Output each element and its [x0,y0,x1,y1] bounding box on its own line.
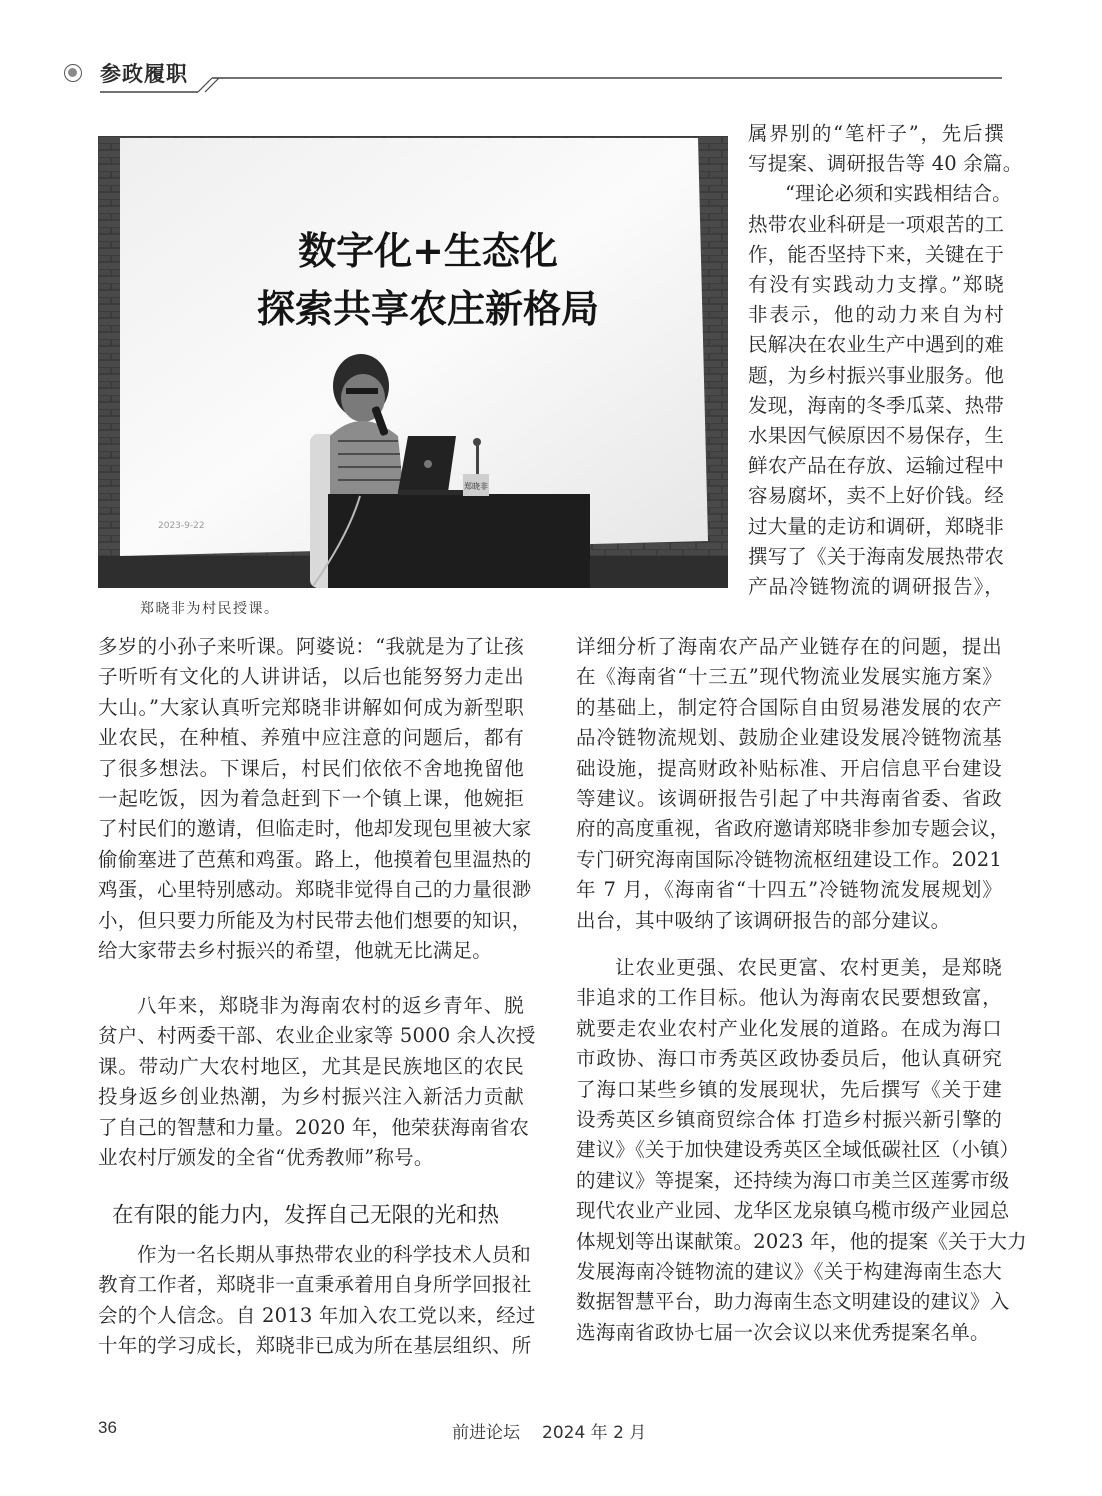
text-line: 设秀英区乡镇商贸综合体 打造乡村振兴新引擎的 [576,1108,1002,1131]
text-line: 了自己的智慧和力量。2020 年，他荣获海南省农 [98,1115,530,1139]
text-line: 撰写了《关于海南发展热带农 [748,544,1005,568]
header-rule-slash-1 [198,78,212,92]
text-line: 鸡蛋，心里特别感动。郑晓非觉得自己的力量很渺 [98,878,532,902]
text-line: 十年的学习成长，郑晓非已成为所在基层组织、所 [98,1334,532,1358]
text-line: 作，能否坚持下来，关键在于 [748,242,1005,266]
screen-date: 2023-9-22 [158,521,205,531]
issue-date: 2024 年 2 月 [542,1423,647,1443]
text-line: 了海口某些乡镇的发展现状，先后撰写《关于建 [576,1077,1002,1101]
text-line: 出台，其中吸纳了该调研报告的部分建议。 [576,908,951,932]
text-line: 现代农业产业园、龙华区龙泉镇乌榄市级产业园总 [576,1199,1010,1223]
name-card-text: 郑晓非 [464,482,488,491]
text-line: 品冷链物流规划、鼓励企业建设发展冷链物流基 [576,726,1002,750]
text-line: 过大量的走访和调研，郑晓非 [748,514,1005,538]
footer-publication [452,1418,646,1443]
section-title: 参政履职 [100,61,188,86]
text-line: 在《海南省“十三五”现代物流业发展实施方案》 [576,665,1002,689]
photo-caption: 郑晓非为村民授课。 [140,601,280,617]
text-line: 给大家带去乡村振兴的希望，他就无比满足。 [98,939,493,962]
text-line: 课。带动广大农村地区，尤其是民族地区的农民 [98,1054,524,1078]
text-line: 等建议。该调研报告引起了中共海南省委、省政 [576,787,1002,810]
text-line: 子听听有文化的人讲讲话，以后也能努努力走出 [98,665,524,689]
text-line: 属界别的“笔杆子”，先后撰 [748,122,1004,145]
text-line: 非追求的工作目标。他认为海南农民要想致富， [576,986,1002,1010]
text-line: 建议》《关于加快建设秀英区全域低碳社区（小镇） [576,1138,1020,1162]
text-line: 水果因气候原因不易保存，生 [748,424,1005,447]
text-line: 市政协、海口市秀英区政协委员后，他认真研究 [576,1047,1002,1071]
header-rule-slash-2 [205,78,219,92]
text-line: 大山。”大家认真听完郑晓非讲解如何成为新型职 [98,695,524,719]
text-line: 会的个人信念。自 2013 年加入农工党以来，经过 [98,1303,536,1327]
text-line: 鲜农产品在存放、运输过程中 [748,454,1005,478]
mic-stand [476,444,479,474]
text-line: 产品冷链物流的调研报告》， [748,575,1004,598]
publication-name: 前进论坛 [452,1423,520,1443]
text-line: 多岁的小孙子来听课。阿婆说：“我就是为了让孩 [98,635,524,658]
text-line: 了很多想法。下课后，村民们依依不舍地挽留他 [98,756,524,780]
page-number: 36 [98,1418,117,1437]
text-line: 一起吃饭，因为着急赶到下一个镇上课，他婉拒 [98,787,524,810]
text-line: 八年来，郑晓非为海南农村的返乡青年、脱 [137,994,524,1017]
text-line: 热带农业科研是一项艰苦的工 [748,212,1005,236]
text-line: 民解决在农业生产中遇到的难 [748,333,1005,357]
text-line: 的建议》等提案，还持续为海口市美兰区莲雾市级 [576,1168,1010,1192]
text-line: 让农业更强、农民更富、农村更美，是郑晓 [615,956,1002,979]
text-line: 就要走农业农村产业化发展的道路。在成为海口 [576,1016,1002,1040]
text-line: 业农民，在种植、养殖中应注意的问题后，都有 [98,726,524,750]
section-header [0,0,1102,110]
text-line: 容易腐坏，卖不上好价钱。经 [748,484,1005,508]
desk [328,494,590,588]
text-line: 发展海南冷链物流的建议》《关于构建海南生态大 [576,1260,1002,1283]
text-line: 体规划等出谋献策。2023 年，他的提案《关于大力 [576,1229,1027,1253]
text-line: 专门研究海南国际冷链物流枢纽建设工作。2021 [576,847,1002,871]
screen-title-line2: 探索共享农庄新格局 [256,287,600,331]
text-line: 有没有实践动力支撑。”郑晓 [748,273,1004,296]
text-line: 了村民们的邀请，但临走时，他却发现包里被大家 [98,817,532,841]
text-line: “理论必须和实践相结合。 [785,182,1012,206]
person-shirt [330,421,404,496]
screen-title-line1: 数字化+生态化 [298,229,558,273]
text-line: 础设施，提高财政补贴标准、开启信息平台建设 [576,756,1002,780]
text-line: 小，但只要力所能及为村民带去他们想要的知识， [98,908,532,932]
text-line: 年 7 月，《海南省“十四五”冷链物流发展规划》 [576,878,1002,902]
text-line: 数据智慧平台，助力海南生态文明建设的建议》入 [576,1290,1010,1314]
text-line: 贫户、村两委干部、农业企业家等 5000 余人次授 [98,1024,536,1048]
text-line: 选海南省政协七届一次会议以来优秀提案名单。 [576,1320,990,1344]
text-line: 府的高度重视，省政府邀请郑晓非参加专题会议， [576,817,1010,841]
text-line: 作为一名长期从事热带农业的科学技术人员和 [137,1243,532,1266]
text-line: 题，为乡村振兴事业服务。他 [748,363,1005,387]
text-line: 偷偷塞进了芭蕉和鸡蛋。路上，他摸着包里温热的 [98,847,532,871]
text-line: 详细分析了海南农产品产业链存在的问题，提出 [576,635,1002,658]
text-line: 发现，海南的冬季瓜菜、热带 [748,393,1005,417]
lecture-photo [98,136,728,588]
text-line: 的基础上，制定符合国际自由贸易港发展的农产 [576,695,1002,719]
text-line: 非表示，他的动力来自为村 [748,303,1004,327]
section-subheading: 在有限的能力内，发挥自己无限的光和热 [112,1203,500,1228]
text-line: 写提案、调研报告等 40 余篇。 [748,152,1023,176]
text-line: 业农村厅颁发的全省“优秀教师”称号。 [98,1146,434,1169]
text-line: 教育工作者，郑晓非一直秉承着用自身所学回报社 [98,1273,532,1297]
text-line: 投身返乡创业热潮，为乡村振兴注入新活力贡献 [98,1085,524,1109]
header-rule [0,0,1102,110]
